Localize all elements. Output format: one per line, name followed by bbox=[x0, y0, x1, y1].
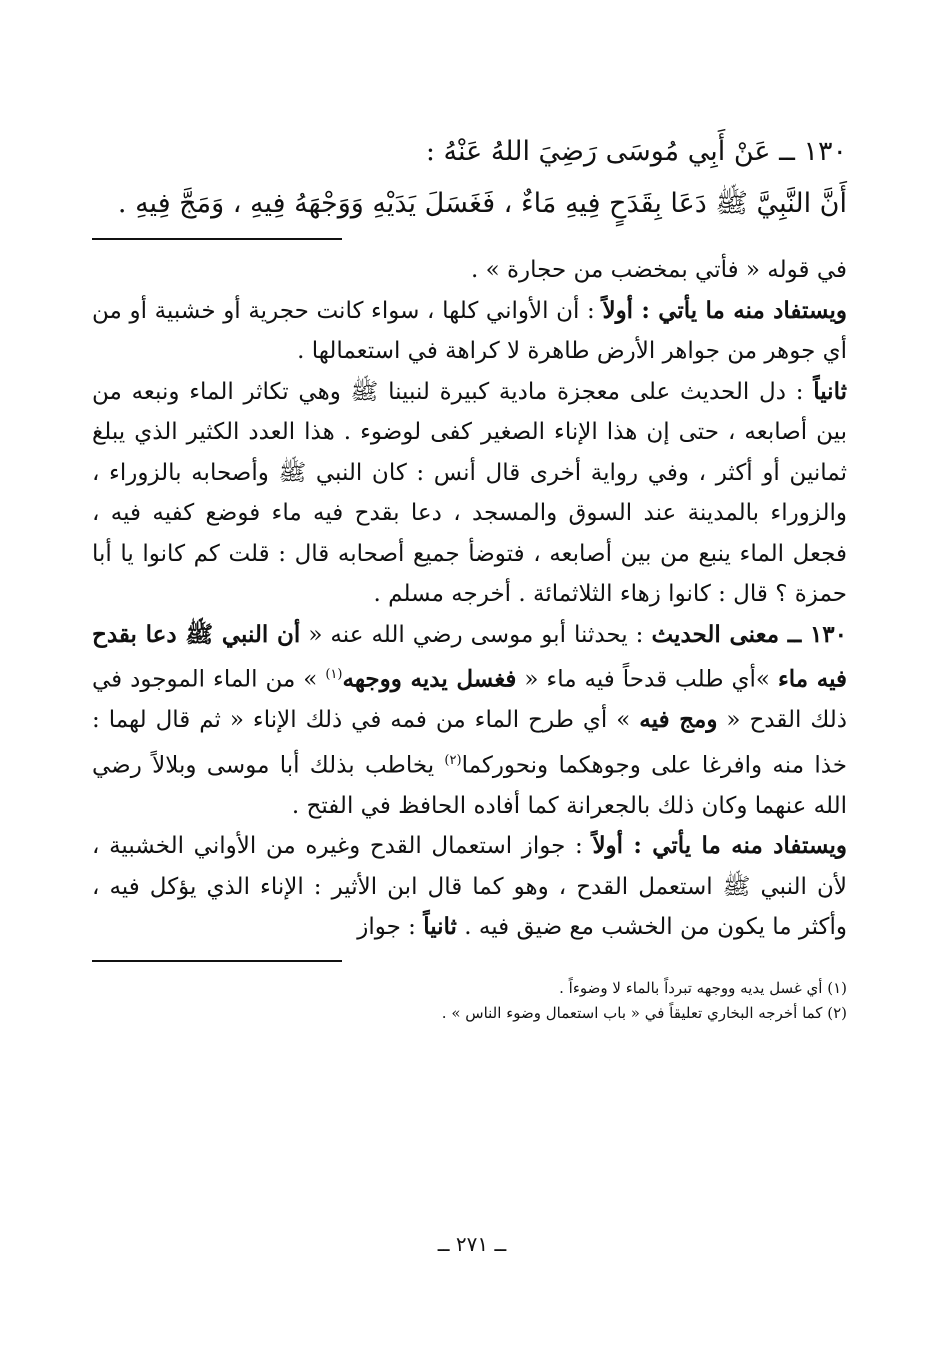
hadith-text: أَنَّ النَّبِيَّ ﷺ دَعَا بِقَدَحٍ فِيهِ مَاءٌ ، فَغَسَلَ يَدَيْهِ وَوَجْهَهُ فِيهِ ، وَمَجَّ فِيهِ . bbox=[117, 188, 847, 219]
footnote-divider bbox=[92, 960, 342, 962]
commentary-paragraph-3: ثانياً : دل الحديث على معجزة مادية كبيرة لنبينا ﷺ وهي تكاثر الماء ونبعه من بين أصابعه ، حتى إن هذا الإناء الصغير كفى لوضوء . هذا العدد الكثير الذي يبلغ ثمانين أو أكثر ، وفي رواية أخرى قال أنس : كان النبي ﷺ وأصحابه بالزوراء ، والزوراء بالمدينة عند السوق والمسجد ، دعا بقدح فيه ماء فوضع كفيه فيه ، فجعل الماء ينبع من بين أصابعه ، فتوضأ جميع أصحابه قال : قلت كم كانوا يا أبا حمزة ؟ قال : كانوا زهاء الثلاثمائة . أخرجه مسلم . bbox=[92, 377, 847, 607]
section-divider bbox=[92, 238, 342, 240]
footnote-1: (١) أي غسل يديه ووجهه تبرداً بالماء لا وضوءاً . bbox=[559, 978, 847, 997]
hadith-block bbox=[92, 126, 847, 230]
commentary-paragraph-2: ويستفاد منه ما يأتي : أولاً : أن الأواني كلها ، سواء كانت حجرية أو خشبية أو من أي جوهر من جواهر الأرض طاهرة لا كراهة في استعمالها . bbox=[92, 296, 847, 364]
commentary-paragraph-1: في قوله « فأتي بمخضب من حجارة » . bbox=[470, 257, 847, 283]
commentary-paragraph-5: ويستفاد منه ما يأتي : أولاً : جواز استعمال القدح وغيره من الأواني الخشبية ، لأن النبي ﷺ استعمل القدح ، وهو كما قال ابن الأثير : الإناء الذي يؤكل فيه ، وأكثر ما يكون من الخشب مع ضيق فيه . ثانياً : جواز bbox=[92, 832, 847, 941]
hadith-heading: ١٣٠ ــ عَنْ أَبِي مُوسَى رَضِيَ اللهُ عَنْهُ : bbox=[425, 136, 847, 167]
footnotes bbox=[92, 976, 847, 1026]
commentary-paragraph-4: ١٣٠ ــ معنى الحديث : يحدثنا أبو موسى رضي الله عنه « أن النبي ﷺ دعا بقدح فيه ماء »أي طلب قدحاً فيه ماء « فغسل يديه ووجهه$^{(١)}$ » من الماء الموجود في ذلك القدح « ومج فيه » أي طرح الماء من فمه في ذلك الإناء « ثم قال لهما : خذا منه وافرغا على وجوهكما ونحوركما$^{(٢)}$ يخاطب بذلك أبا موسى وبلالاً رضي الله عنهما وكان ذلك بالجعرانة كما أفاده الحافظ في الفتح . bbox=[92, 620, 848, 819]
page-number: ــ ٢٧١ ــ bbox=[437, 1232, 507, 1256]
footnote-2: (٢) كما أخرجه البخاري تعليقاً في « باب استعمال وضوء الناس » . bbox=[441, 1003, 847, 1022]
page-content bbox=[92, 126, 847, 1026]
footnote-ref-1: (١) bbox=[325, 667, 343, 682]
footnote-ref-2: (٢) bbox=[444, 752, 462, 768]
commentary bbox=[92, 250, 847, 948]
